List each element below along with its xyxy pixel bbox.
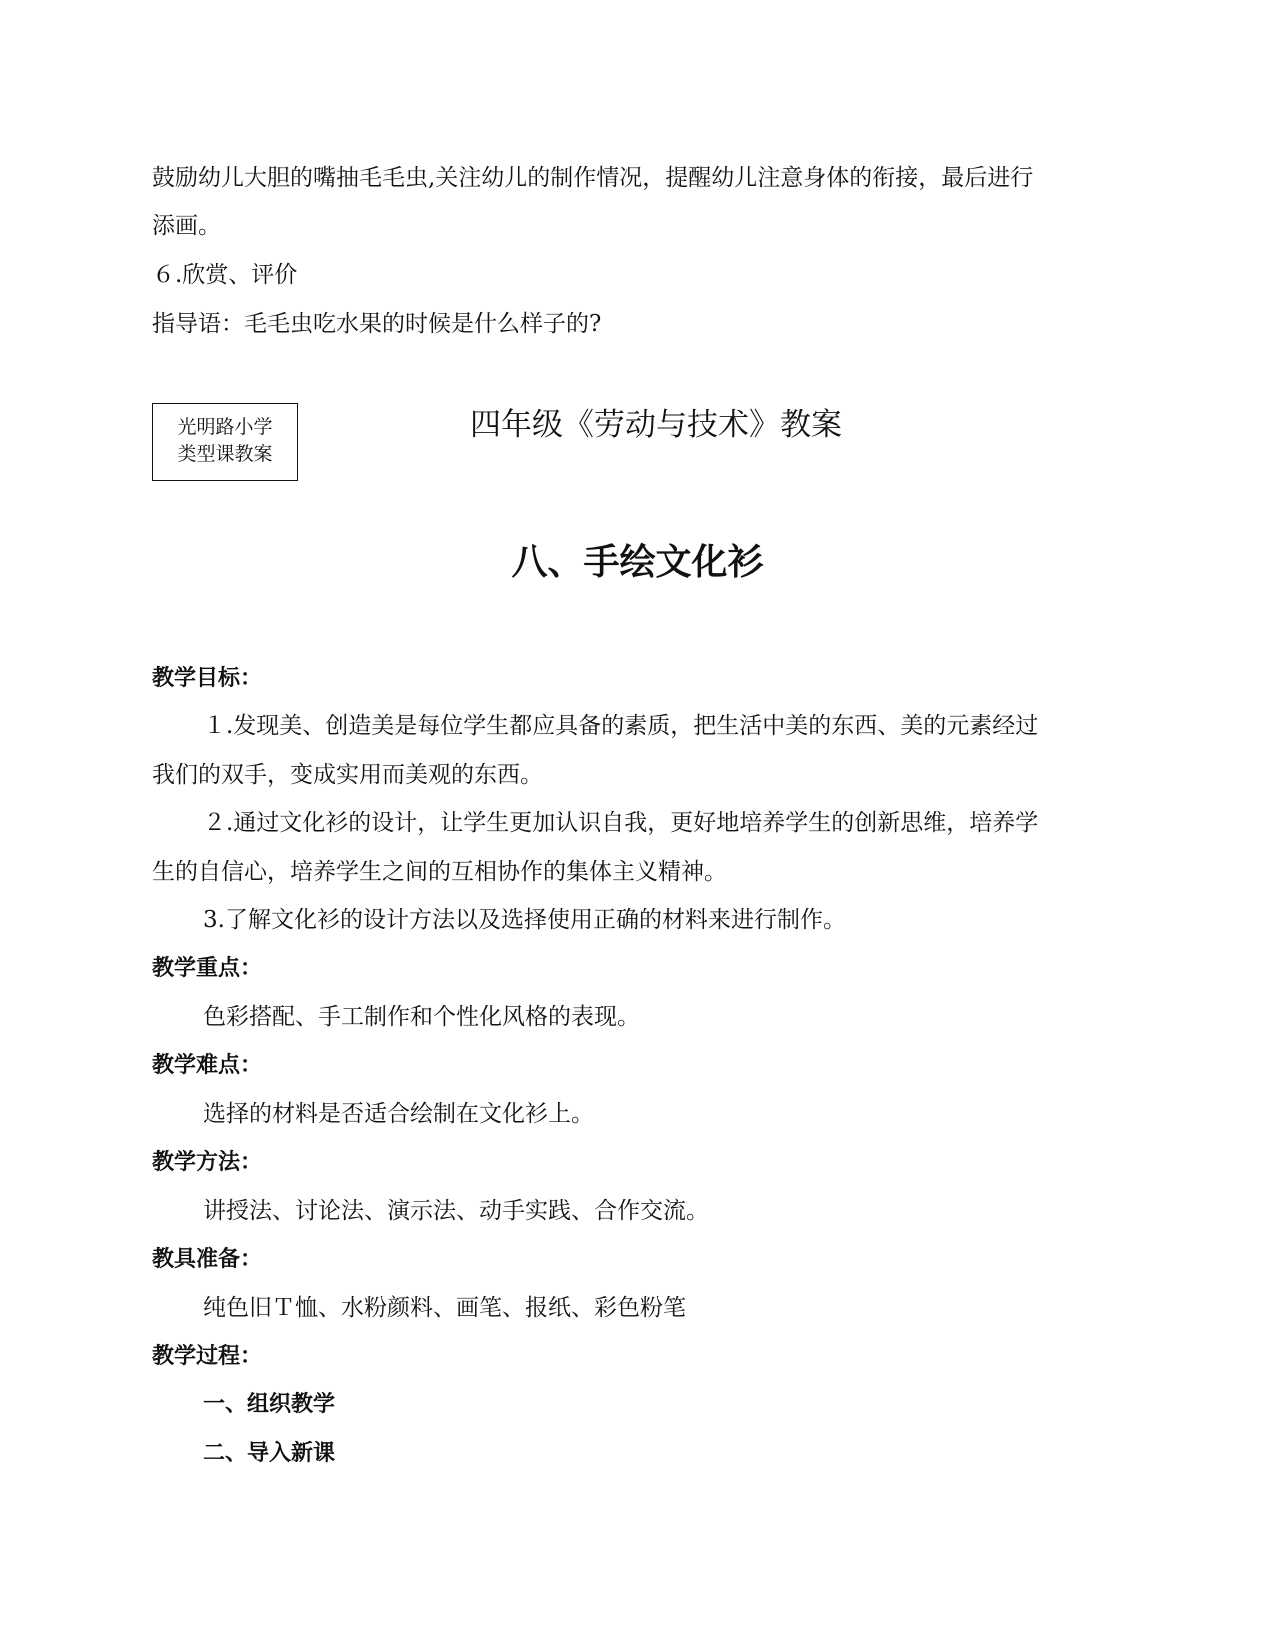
objective-3: 3.了解文化衫的设计方法以及选择使用正确的材料来进行制作。 [203,907,846,933]
guide-text: 指导语：毛毛虫吃水果的时候是什么样子的? [152,311,602,337]
key-points-heading: 教学重点： [152,956,263,981]
process-heading: 教学过程： [152,1344,263,1369]
objective-2-line-1: ２.通过文化衫的设计，让学生更加认识自我，更好地培养学生的创新思维，培养学 [203,810,1039,836]
objective-1-line-1: １.发现美、创造美是每位学生都应具备的素质，把生活中美的东西、美的元素经过 [203,713,1039,739]
stamp-line-1: 光明路小学 [177,416,273,438]
lesson-title: 八、手绘文化衫 [511,542,764,583]
step-6: ６.欣赏、评价 [152,262,298,288]
materials-heading: 教具准备： [152,1247,263,1272]
stamp-line-2: 类型课教案 [177,443,273,465]
method-heading: 教学方法： [152,1150,263,1175]
document-title: 四年级《劳动与技术》教案 [470,407,842,443]
objective-2-line-2: 生的自信心，培养学生之间的互相协作的集体主义精神。 [152,859,727,885]
continuation-line-1: 鼓励幼儿大胆的嘴抽毛毛虫,关注幼儿的制作情况，提醒幼儿注意身体的衔接，最后进行 [152,165,1034,191]
method-text: 讲授法、讨论法、演示法、动手实践、合作交流。 [203,1198,709,1224]
process-step-1: 一、组织教学 [203,1392,336,1417]
key-points-text: 色彩搭配、手工制作和个性化风格的表现。 [203,1004,640,1030]
objectives-heading: 教学目标： [152,666,263,691]
difficulty-text: 选择的材料是否适合绘制在文化衫上。 [203,1101,594,1127]
continuation-line-2: 添画。 [152,213,221,239]
school-stamp-box [152,403,298,481]
difficulty-heading: 教学难点： [152,1053,263,1078]
objective-1-line-2: 我们的双手，变成实用而美观的东西。 [152,762,543,788]
process-step-2: 二、导入新课 [203,1441,336,1466]
materials-text: 纯色旧Ｔ恤、水粉颜料、画笔、报纸、彩色粉笔 [203,1295,686,1321]
